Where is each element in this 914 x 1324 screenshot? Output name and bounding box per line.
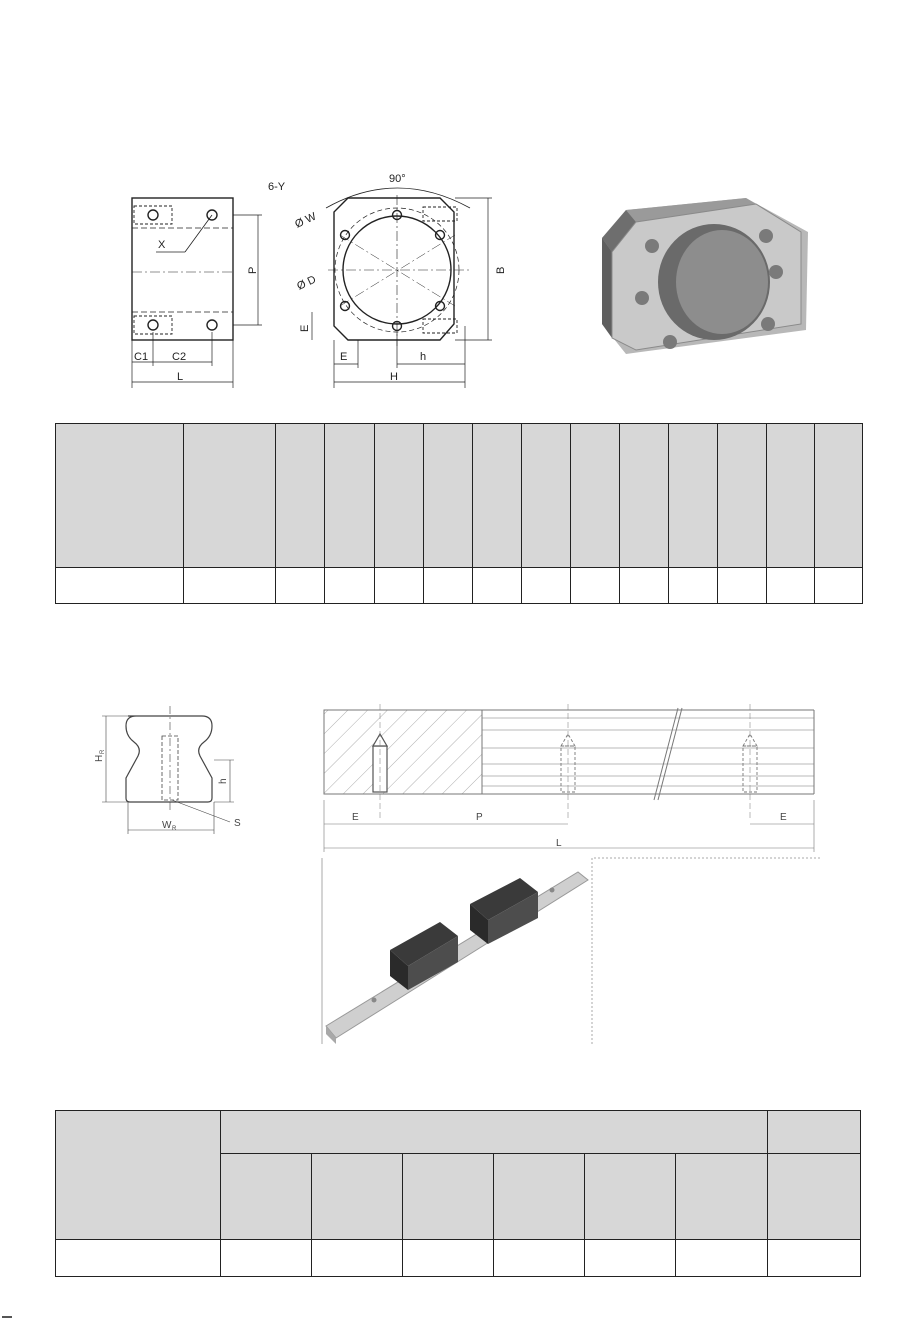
table1-header-cell xyxy=(767,424,815,568)
table1-cell xyxy=(571,568,620,604)
label-rail-e-left: E xyxy=(352,812,359,823)
rail-side-drawing xyxy=(318,700,820,858)
table1-header-row xyxy=(56,424,863,568)
table2-header-group xyxy=(221,1111,768,1154)
table1-cell xyxy=(276,568,325,604)
table1-cell xyxy=(669,568,718,604)
table2-header-cell xyxy=(676,1154,768,1240)
label-wr-sub: R xyxy=(172,826,177,832)
label-h-big: H xyxy=(390,371,398,383)
label-l: L xyxy=(177,371,184,383)
table1-data-row xyxy=(56,568,863,604)
bracket-front-view xyxy=(312,188,492,388)
table1-header-cell xyxy=(815,424,863,568)
table2-cell xyxy=(494,1240,585,1277)
label-d: Ø D xyxy=(295,273,318,293)
label-rail-h: h xyxy=(218,778,229,784)
bracket-render-image xyxy=(596,192,816,368)
table2-header-cell xyxy=(494,1154,585,1240)
table1-header-cell xyxy=(522,424,571,568)
table2-cell xyxy=(676,1240,768,1277)
label-e-vertical: E xyxy=(299,324,311,332)
table2-header-cell xyxy=(768,1154,861,1240)
rail-cross-section-drawing xyxy=(82,700,262,840)
table2-data-row xyxy=(56,1240,861,1277)
table1-header-cell xyxy=(424,424,473,568)
label-s: S xyxy=(234,818,241,829)
table2-cell xyxy=(56,1240,221,1277)
table2-header-cell xyxy=(312,1154,403,1240)
table2-header-cell xyxy=(768,1111,861,1154)
table1-cell xyxy=(56,568,184,604)
table2-cell xyxy=(403,1240,494,1277)
rail-spec-table xyxy=(55,1110,861,1277)
table2-header-cell xyxy=(403,1154,494,1240)
table1-cell xyxy=(620,568,669,604)
table1-header-cell xyxy=(571,424,620,568)
label-hr-sub: R xyxy=(100,749,106,754)
label-x: X xyxy=(158,239,166,251)
table1-header-cell xyxy=(473,424,522,568)
label-angle: 90° xyxy=(389,173,406,185)
label-e: E xyxy=(340,351,348,363)
table1-header-cell xyxy=(375,424,424,568)
table1-cell xyxy=(718,568,767,604)
table1-cell xyxy=(424,568,473,604)
label-hr: H xyxy=(94,754,105,762)
table1-cell xyxy=(815,568,863,604)
table2-cell xyxy=(768,1240,861,1277)
table1-cell xyxy=(184,568,276,604)
table2-header-cell xyxy=(56,1111,221,1240)
table1-cell xyxy=(767,568,815,604)
table1-header-cell xyxy=(56,424,184,568)
table2-cell xyxy=(312,1240,403,1277)
label-rail-l: L xyxy=(556,838,562,849)
table1-header-cell xyxy=(620,424,669,568)
label-b: B xyxy=(495,266,507,274)
table1-cell xyxy=(473,568,522,604)
table2-header-cell xyxy=(585,1154,676,1240)
label-rail-p: P xyxy=(476,812,483,823)
page-corner-mark xyxy=(2,1316,12,1318)
label-c1: C1 xyxy=(134,351,149,363)
label-p: P xyxy=(247,266,259,274)
table1-header-cell xyxy=(276,424,325,568)
label-h-small: h xyxy=(420,351,427,363)
table1-header-cell xyxy=(325,424,375,568)
linear-guide-render-image xyxy=(320,858,594,1044)
label-c2: C2 xyxy=(172,351,187,363)
bracket-technical-drawing xyxy=(100,160,520,400)
table1-cell xyxy=(375,568,424,604)
label-rail-e-right: E xyxy=(780,812,787,823)
table1-header-cell xyxy=(718,424,767,568)
table2-cell xyxy=(585,1240,676,1277)
bracket-spec-table xyxy=(55,423,863,604)
table1-cell xyxy=(522,568,571,604)
render-frame-line xyxy=(594,856,820,860)
table2-header-cell xyxy=(221,1154,312,1240)
label-holes: 6-Y xyxy=(268,181,286,193)
label-w: Ø W xyxy=(293,210,319,231)
table2-header-row-1 xyxy=(56,1111,861,1154)
table1-header-cell xyxy=(669,424,718,568)
table2-cell xyxy=(221,1240,312,1277)
label-wr: W xyxy=(162,820,172,831)
table1-header-cell xyxy=(184,424,276,568)
bracket-side-view xyxy=(132,198,262,388)
table1-cell xyxy=(325,568,375,604)
